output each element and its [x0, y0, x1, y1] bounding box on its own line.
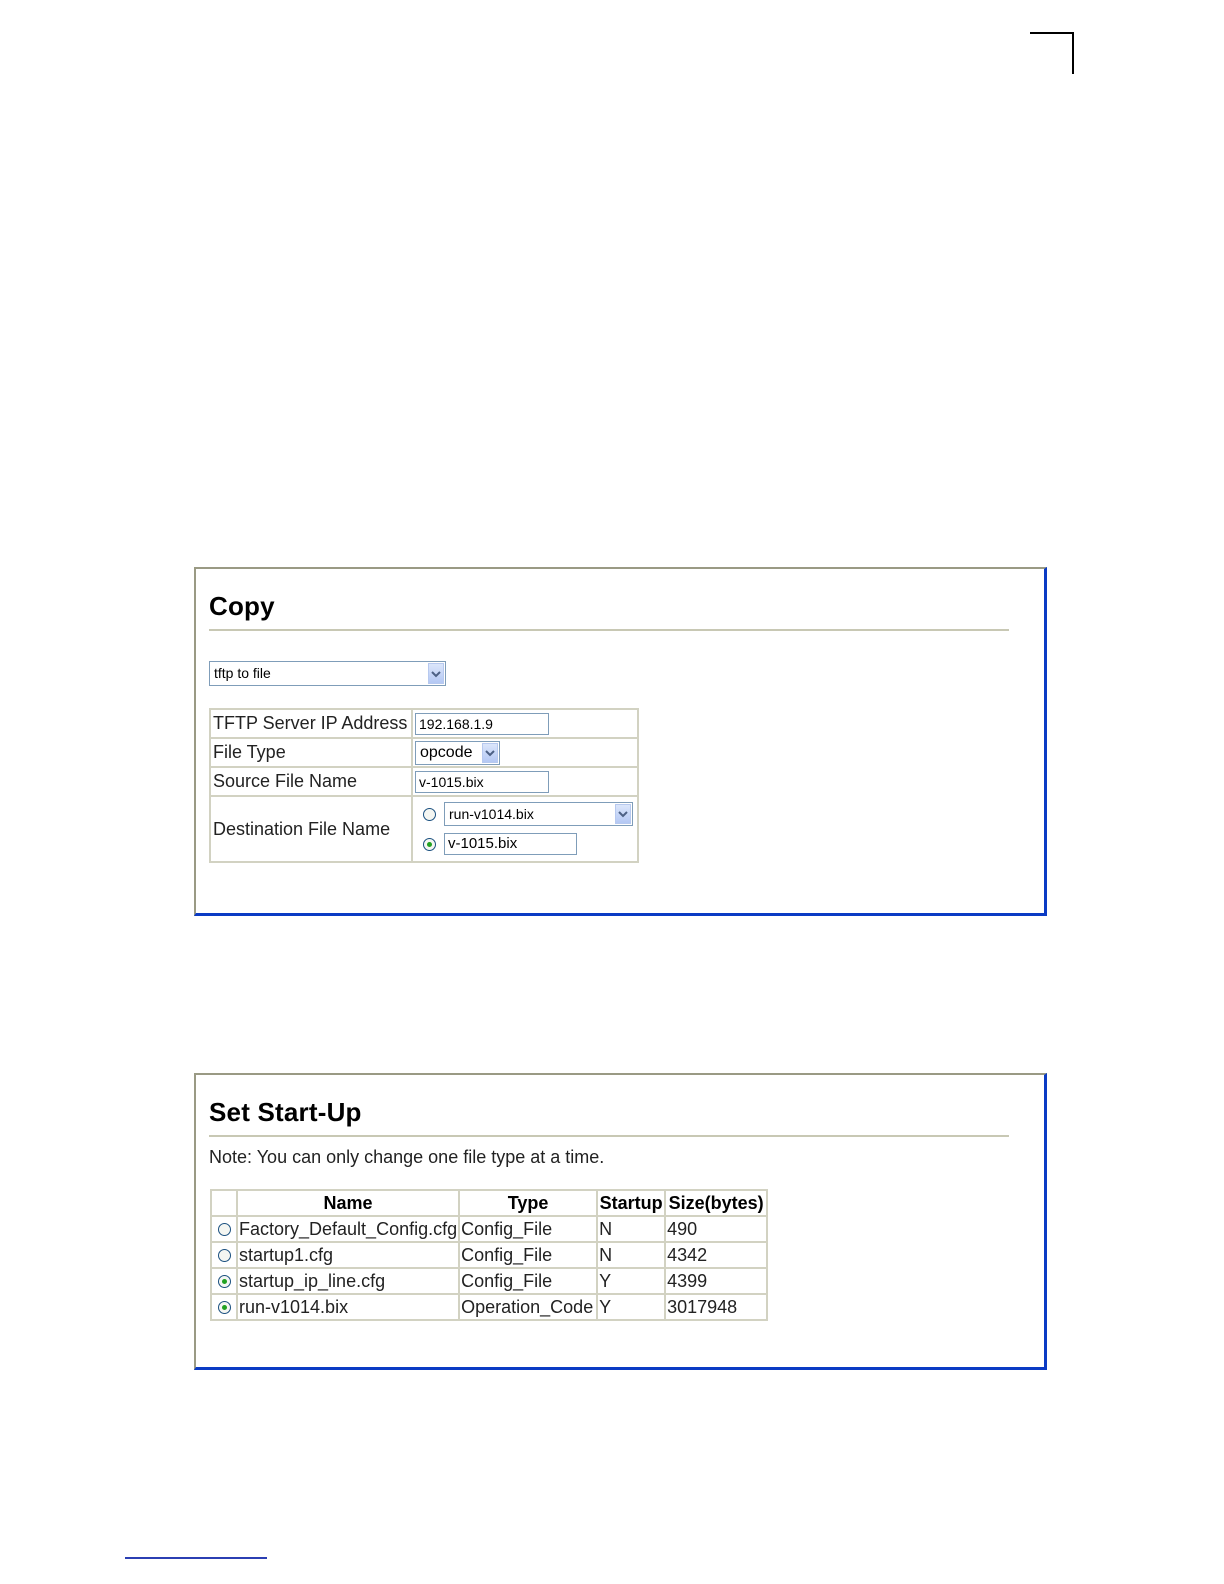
- form-row-file-type: [210, 738, 638, 767]
- row-select-radio[interactable]: [218, 1223, 231, 1236]
- file-size-cell: 4399: [665, 1268, 767, 1294]
- file-name-cell: startup_ip_line.cfg: [237, 1268, 459, 1294]
- startup-title: Set Start-Up: [209, 1097, 362, 1127]
- form-row-source-file: [210, 767, 638, 796]
- copy-form-table: [209, 708, 639, 863]
- crop-mark-vertical: [1072, 32, 1074, 74]
- file-type-cell: Config_File: [459, 1268, 597, 1294]
- dest-existing-value: run-v1014.bix: [449, 806, 534, 822]
- title-divider: [209, 629, 1009, 631]
- startup-flag-cell: Y: [597, 1268, 665, 1294]
- file-name-cell: run-v1014.bix: [237, 1294, 459, 1320]
- row-select-radio[interactable]: [218, 1249, 231, 1262]
- copy-operation-select[interactable]: [209, 661, 446, 686]
- startup-panel: [194, 1073, 1047, 1370]
- tftp-server-input[interactable]: 192.168.1.9: [415, 713, 549, 735]
- startup-flag-cell: Y: [597, 1294, 665, 1320]
- column-header-name: Name: [237, 1190, 459, 1216]
- file-type-label: File Type: [210, 738, 412, 767]
- table-row: [211, 1242, 767, 1268]
- file-name-cell: Factory_Default_Config.cfg: [237, 1216, 459, 1242]
- startup-file-table: [210, 1189, 768, 1321]
- form-row-tftp-server: [210, 709, 638, 738]
- table-row: [211, 1216, 767, 1242]
- copy-title: Copy: [209, 591, 275, 621]
- file-type-value: opcode: [420, 743, 473, 761]
- select-column-header: [211, 1190, 237, 1216]
- table-row: [211, 1294, 767, 1320]
- source-file-input[interactable]: v-1015.bix: [415, 771, 549, 793]
- chevron-down-icon[interactable]: [615, 804, 631, 824]
- dest-existing-radio[interactable]: [423, 808, 436, 821]
- destination-file-label: Destination File Name: [210, 796, 412, 862]
- form-row-destination-file: [210, 796, 638, 862]
- crop-mark-horizontal: [1030, 32, 1074, 34]
- file-type-cell: Config_File: [459, 1216, 597, 1242]
- column-header-startup: Startup: [597, 1190, 665, 1216]
- file-name-cell: startup1.cfg: [237, 1242, 459, 1268]
- file-size-cell: 490: [665, 1216, 767, 1242]
- file-type-cell: Operation_Code: [459, 1294, 597, 1320]
- row-select-radio[interactable]: [218, 1301, 231, 1314]
- footer-rule: [125, 1557, 267, 1559]
- startup-flag-cell: N: [597, 1242, 665, 1268]
- column-header-type: Type: [459, 1190, 597, 1216]
- table-row: [211, 1268, 767, 1294]
- chevron-down-icon[interactable]: [428, 663, 444, 684]
- copy-panel: [194, 567, 1047, 916]
- dest-existing-select[interactable]: [444, 802, 633, 826]
- dest-new-radio[interactable]: [423, 838, 436, 851]
- copy-operation-value: tftp to file: [214, 665, 271, 681]
- title-divider: [209, 1135, 1009, 1137]
- column-header-size: Size(bytes): [665, 1190, 767, 1216]
- chevron-down-icon[interactable]: [482, 743, 498, 763]
- file-size-cell: 4342: [665, 1242, 767, 1268]
- dest-new-input[interactable]: v-1015.bix: [444, 833, 577, 855]
- file-type-select[interactable]: [415, 741, 500, 765]
- file-size-cell: 3017948: [665, 1294, 767, 1320]
- file-type-cell: Config_File: [459, 1242, 597, 1268]
- tftp-server-label: TFTP Server IP Address: [210, 709, 412, 738]
- source-file-label: Source File Name: [210, 767, 412, 796]
- startup-flag-cell: N: [597, 1216, 665, 1242]
- startup-note: Note: You can only change one file type at a time.: [209, 1147, 605, 1167]
- table-header-row: [211, 1190, 767, 1216]
- row-select-radio[interactable]: [218, 1275, 231, 1288]
